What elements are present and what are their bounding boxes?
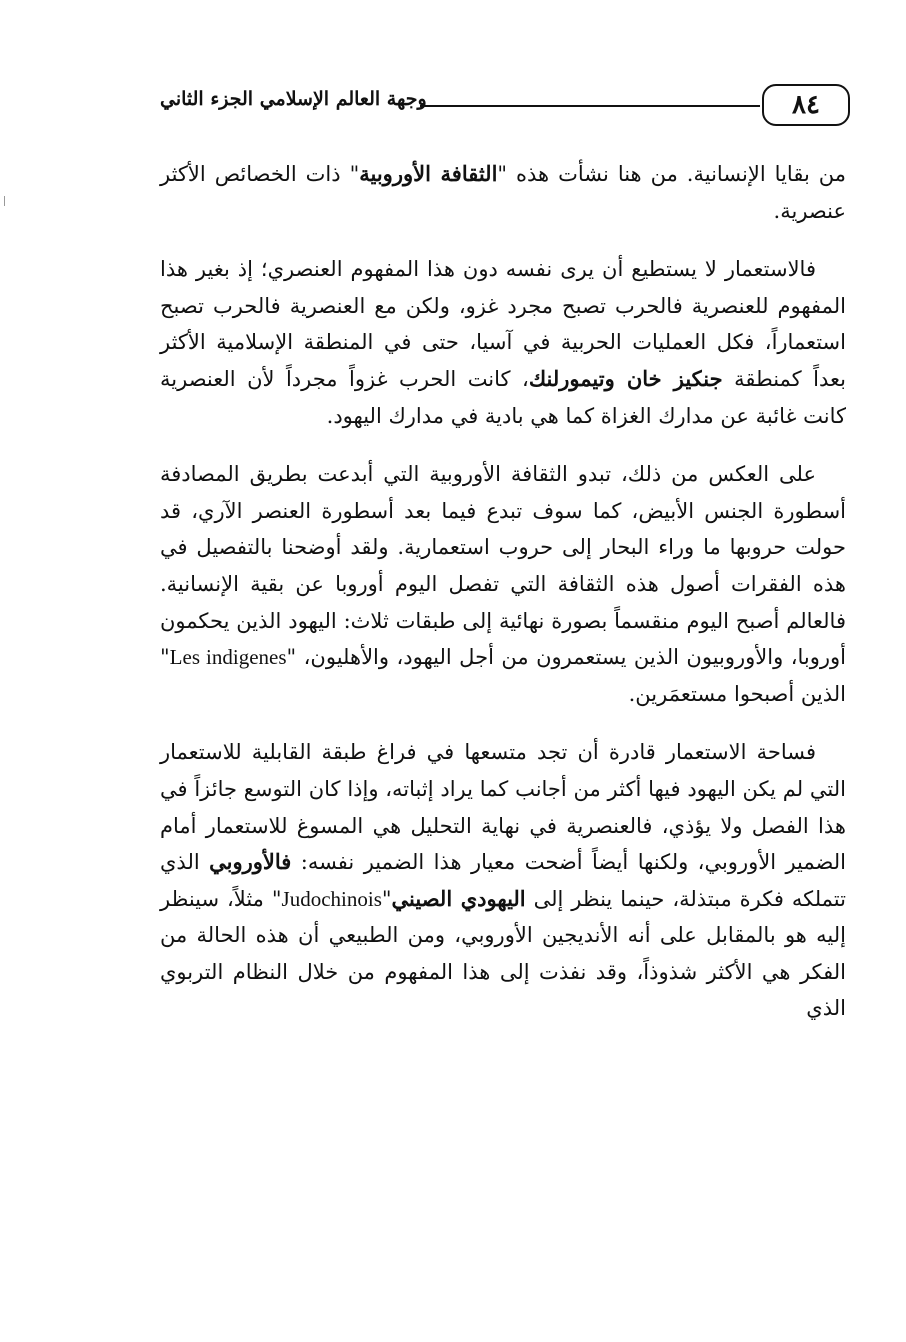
bold-term: الثقافة الأوروبية (359, 161, 498, 186)
margin-mark (4, 196, 8, 206)
bold-term: اليهودي الصيني (391, 885, 526, 911)
text-run: الذي تتملكه فكرة مبتذلة، حينما ينظر إلى (160, 850, 846, 911)
text-run: ، كانت الحرب غزواً مجرداً لأن العنصرية كانت غائبة عن مدارك الغزاة كما هي بادية في مدارك اليهود. (160, 366, 846, 428)
text-run: " ذات الخصائص الأكثر عنصرية. (160, 162, 846, 223)
bold-term: جنكيز خان وتيمورلنك (528, 365, 723, 391)
text-run: على العكس من ذلك، تبدو الثقافة الأوروبية التي أبدعت بطريق المصادفة أسطورة الجنس الأبيض، كما سوف تبدع فيما بعد أسطورة العنصر الآري، قد حولت حروبها ما وراء البحار إلى حروب استعمارية. ولقد أوضحنا بالتفصيل في هذه الفقرات أصول هذه الثقافة التي تفصل اليوم أوروبا عن بقية الإنسانية. فالعالم أصبح اليوم منقسماً بصورة نهائية إلى طبقات ثلاث: اليهود الذين يحكمون أوروبا، والأوروبيون الذين يستعمرون من أجل اليهود، والأهليون، " (160, 462, 847, 670)
paragraph (160, 251, 846, 434)
page-number-box (762, 84, 850, 126)
text-run: " (381, 886, 392, 911)
text-run: " الذين أصبحوا مستعمَرين. (160, 645, 846, 706)
page-number: ٨٤ (792, 90, 820, 120)
paragraph (160, 156, 846, 229)
header-rule (420, 105, 760, 107)
text-run: من بقايا الإنسانية. من هنا نشأت هذه " (497, 162, 846, 186)
page-header (160, 80, 850, 136)
latin-term: Judochinois (281, 886, 382, 911)
text-run: فساحة الاستعمار قادرة أن تجد متسعها في فراغ طبقة القابلية للاستعمار التي لم يكن اليهود فيها أكثر من أجانب كما يراد إثباته، وإذا كان التوسع جائزاً في هذا الفصل ولا يؤذي، فالعنصرية في نهاية التحليل هي المسوغ للاستعمار أمام الضمير الأوروبي، ولكنها أيضاً أضحت معيار هذا الضمير نفسه: (160, 740, 846, 875)
running-title: وجهة العالم الإسلامي الجزء الثاني (160, 88, 427, 110)
body-text (160, 156, 846, 1049)
text-run: فالاستعمار لا يستطيع أن يرى نفسه دون هذا المفهوم العنصري؛ إذ بغير هذا المفهوم للعنصرية فالحرب تصبح مجرد غزو، ولكن مع العنصرية فالحرب تصبح استعماراً، فكل العمليات الحربية في آسيا، حتى في المنطقة الإسلامية الأكثر بعداً كمنطقة (160, 257, 846, 391)
latin-term: Les indigenes (169, 645, 287, 670)
paragraph (160, 456, 846, 712)
text-run: " مثلاً، سينظر إليه هو بالمقابل على أنه الأنديجين الأوروبي، ومن الطبيعي أن هذه الحالة من الفكر هي الأكثر شذوذاً، وقد نفذت إلى هذا المفهوم من خلال النظام التربوي الذي (160, 886, 846, 1021)
bold-term: فالأوروبي (209, 849, 292, 875)
paragraph (160, 734, 846, 1027)
